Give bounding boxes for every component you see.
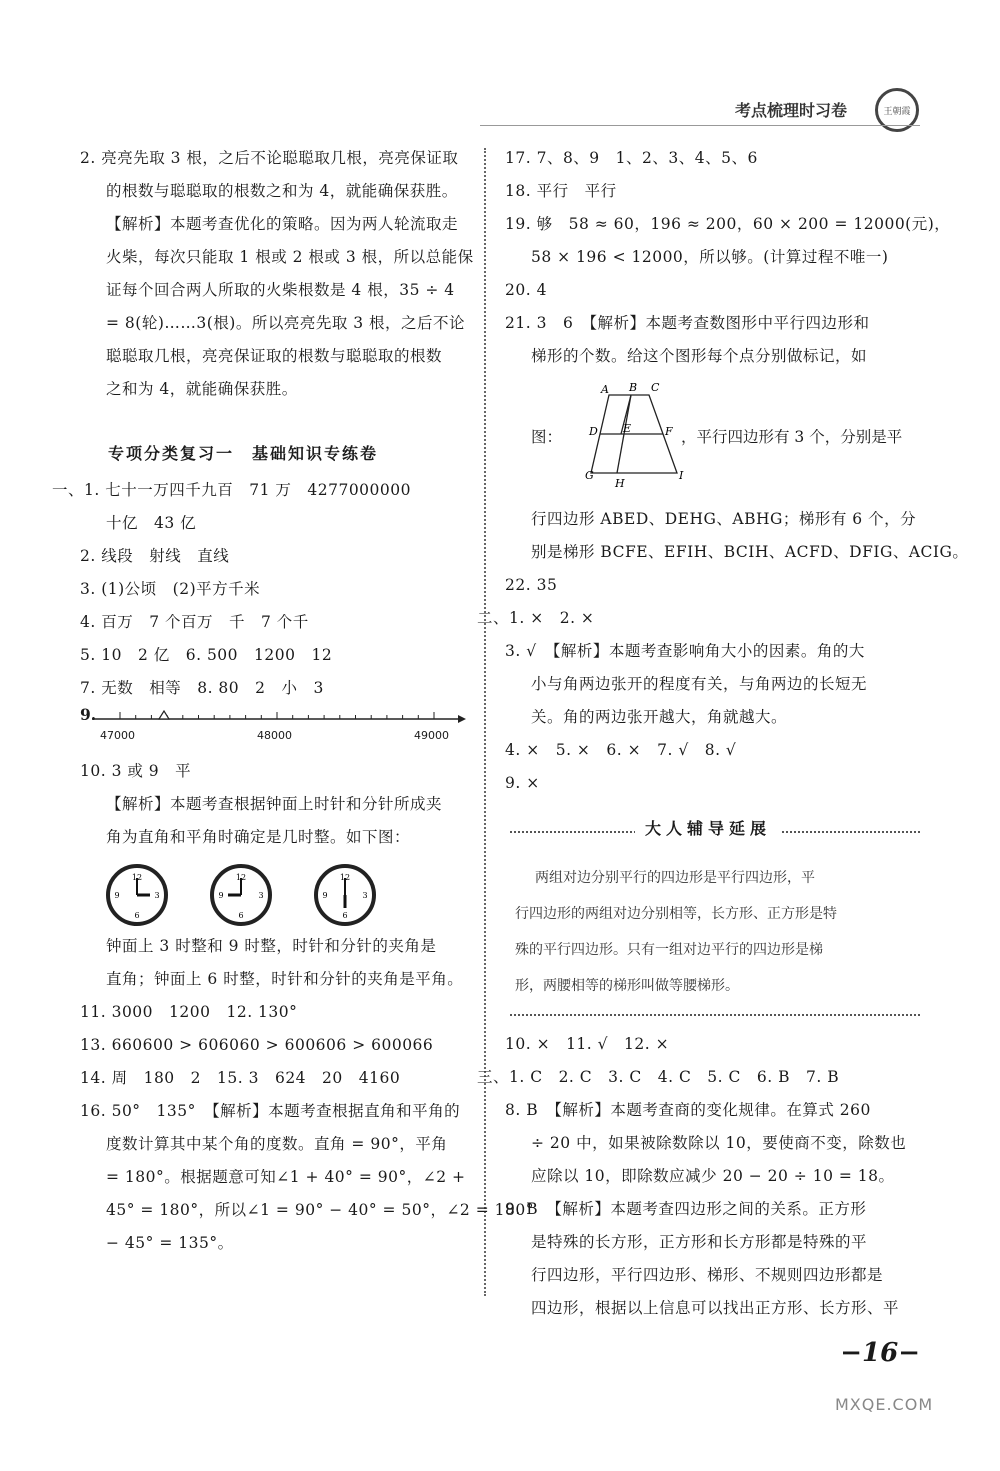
- answer-line: 2. 亮亮先取 3 根，之后不论聪聪取几根，亮亮保证取: [80, 149, 459, 167]
- answer-line: 22. 35: [505, 576, 558, 594]
- answer-line: 行四边形，平行四边形、梯形、不规则四边形都是: [531, 1266, 884, 1284]
- answer-line: 3. √ 【解析】本题考查影响角大小的因素。角的大: [505, 642, 865, 660]
- svg-text:9: 9: [322, 891, 328, 900]
- answer-line: − 45° = 135°。: [106, 1234, 234, 1252]
- answer-line: 别是梯形 BCFE、EFIH、BCIH、ACFD、DFIG、ACIG。: [531, 543, 969, 561]
- answer-line: 十亿 43 亿: [106, 514, 197, 532]
- answer-line: 聪聪取几根，亮亮保证取的根数与聪聪取的根数: [106, 347, 443, 365]
- answer-line: 角为直角和平角时确定是几时整。如下图：: [106, 828, 411, 846]
- watermark: MXQE.COM: [835, 1395, 934, 1414]
- svg-text:D: D: [589, 425, 598, 438]
- tick-label: 48000: [257, 729, 292, 742]
- answer-line: 10. 3 或 9 平: [80, 762, 192, 780]
- clock-face: [214, 868, 268, 922]
- svg-text:E: E: [623, 422, 632, 435]
- answer-line: 17. 7、8、9 1、2、3、4、5、6: [505, 149, 758, 167]
- svg-text:12: 12: [235, 873, 247, 882]
- note-line: 形，两腰相等的梯形叫做等腰梯形。: [515, 978, 739, 994]
- answer-line: 11. 3000 1200 12. 130°: [80, 1003, 298, 1021]
- svg-text:G: G: [585, 469, 594, 482]
- clock-9-oclock: [210, 864, 272, 926]
- clock-3-oclock: [106, 864, 168, 926]
- clock-face: [318, 868, 372, 922]
- page-number: −16−: [840, 1338, 920, 1368]
- note-line: 两组对边分别平行的四边形是平行四边形，平: [535, 870, 815, 886]
- svg-text:6: 6: [342, 911, 348, 920]
- answer-line: 四边形，根据以上信息可以找出正方形、长方形、平: [531, 1299, 900, 1317]
- answer-line: 8. B 【解析】本题考查商的变化规律。在算式 260: [505, 1101, 871, 1119]
- svg-text:3: 3: [154, 891, 160, 900]
- answer-line: 三、1. C 2. C 3. C 4. C 5. C 6. B 7. B: [477, 1068, 840, 1086]
- clock-6-oclock: [314, 864, 376, 926]
- answer-line: 之和为 4，就能确保获胜。: [106, 380, 298, 398]
- answer-line: 9. ×: [505, 774, 540, 792]
- note-line: 行四边形的两组对边分别相等，长方形、正方形是特: [515, 906, 837, 922]
- answer-line: 21. 3 6 【解析】本题考查数图形中平行四边形和: [505, 314, 870, 332]
- answer-line: 5. 10 2 亿 6. 500 1200 12: [80, 646, 333, 664]
- answer-line: 小与角两边张开的程度有关，与角两边的长短无: [531, 675, 868, 693]
- svg-text:6: 6: [134, 911, 140, 920]
- svg-text:12: 12: [131, 873, 143, 882]
- answer-line: 行四边形 ABED、DEHG、ABHG；梯形有 6 个，分: [531, 510, 917, 528]
- answer-line: 火柴，每次只能取 1 根或 2 根或 3 根，所以总能保: [106, 248, 474, 266]
- answer-line: 16. 50° 135° 【解析】本题考查根据直角和平角的: [80, 1102, 461, 1120]
- answer-line: 【解析】本题考查根据钟面上时针和分针所成夹: [106, 795, 443, 813]
- answer-line: 20. 4: [505, 281, 547, 299]
- svg-text:C: C: [651, 381, 660, 394]
- trapezoid-figure: [505, 373, 925, 503]
- svg-text:H: H: [615, 477, 625, 490]
- column-divider: [484, 148, 486, 1296]
- header-title: 考点梳理时习卷: [735, 101, 848, 120]
- right-column: [477, 142, 969, 1325]
- svg-text:6: 6: [238, 911, 244, 920]
- answer-line: 4. × 5. × 6. × 7. √ 8. √: [505, 741, 737, 759]
- parent-guide-note: [505, 860, 925, 1004]
- answer-line: 58 × 196 < 12000，所以够。(计算过程不唯一): [531, 248, 889, 266]
- clock-figures: [80, 864, 475, 926]
- answer-line: = 8(轮)……3(根)。所以亮亮先取 3 根，之后不论: [106, 314, 466, 332]
- tick-label: 47000: [100, 729, 135, 742]
- answer-line: 度数计算其中某个角的度数。直角 = 90°，平角: [106, 1135, 448, 1153]
- answer-line: 45° = 180°，所以∠1 = 90° − 40° = 50°，∠2 = 180°: [106, 1201, 534, 1219]
- answer-line: 18. 平行 平行: [505, 182, 617, 200]
- answer-line: 13. 660600 > 606060 > 600606 > 600066: [80, 1036, 434, 1054]
- note-bottom-rule: [510, 1014, 920, 1016]
- svg-text:3: 3: [258, 891, 264, 900]
- brand-logo: 王朝霞: [875, 88, 919, 132]
- clock-face: [110, 868, 164, 922]
- number-line-label: 9.: [80, 705, 97, 724]
- answer-line: 一、1. 七十一万四千九百 71 万 4277000000: [52, 481, 411, 499]
- figure-prefix: 图：: [531, 428, 563, 446]
- answer-line: 2. 线段 射线 直线: [80, 547, 230, 565]
- answer-line: 二、1. × 2. ×: [477, 609, 595, 627]
- section-title: 专项分类复习一 基础知识专练卷: [108, 444, 379, 463]
- svg-text:I: I: [679, 469, 684, 482]
- answer-line: 7. 无数 相等 8. 80 2 小 3: [80, 679, 324, 697]
- answer-line: 4. 百万 7 个百万 千 7 个千: [80, 613, 309, 631]
- header-rule: [480, 125, 920, 126]
- answer-line: 直角；钟面上 6 时整，时针和分针的夹角是平角。: [106, 970, 464, 988]
- svg-text:3: 3: [362, 891, 368, 900]
- answer-line: 梯形的个数。给这个图形每个点分别做标记，如: [531, 347, 868, 365]
- answer-line: 应除以 10，即除数应减少 20 − 20 ÷ 10 = 18。: [531, 1167, 895, 1185]
- answer-line: 是特殊的长方形，正方形和长方形都是特殊的平: [531, 1233, 868, 1251]
- answer-line: 的根数与聪聪取的根数之和为 4，就能确保获胜。: [106, 182, 458, 200]
- answer-line: 【解析】本题考查优化的策略。因为两人轮流取走: [106, 215, 459, 233]
- parent-guide-banner: [505, 810, 925, 854]
- answer-line: 证每个回合两人所取的火柴根数是 4 根，35 ÷ 4: [106, 281, 455, 299]
- figure-suffix: ，平行四边形有 3 个，分别是平: [681, 428, 903, 446]
- svg-text:12: 12: [339, 873, 351, 882]
- svg-text:9: 9: [218, 891, 224, 900]
- answer-line: 关。角的两边张开越大，角就越大。: [531, 708, 788, 726]
- answer-line: ÷ 20 中，如果被除数除以 10，要使商不变，除数也: [531, 1134, 907, 1152]
- svg-text:F: F: [665, 425, 673, 438]
- answer-line: 3. (1)公顷 (2)平方千米: [80, 580, 261, 598]
- answer-line: 9. B 【解析】本题考查四边形之间的关系。正方形: [505, 1200, 867, 1218]
- banner-title: 大人辅导延展: [635, 816, 781, 839]
- answer-line: = 180°。根据题意可知∠1 + 40° = 90°，∠2 +: [106, 1168, 466, 1186]
- tick-label: 49000: [414, 729, 449, 742]
- answer-line: 14. 周 180 2 15. 3 624 20 4160: [80, 1069, 401, 1087]
- number-line: [80, 705, 475, 755]
- answer-line: 19. 够 58 ≈ 60，196 ≈ 200，60 × 200 = 12000(元)，: [505, 215, 951, 233]
- svg-text:A: A: [601, 383, 609, 396]
- answer-line: 10. × 11. √ 12. ×: [505, 1035, 670, 1053]
- svg-text:9: 9: [114, 891, 120, 900]
- svg-text:B: B: [629, 381, 638, 394]
- note-line: 殊的平行四边形。只有一组对边平行的四边形是梯: [515, 942, 823, 958]
- answer-line: 钟面上 3 时整和 9 时整，时针和分针的夹角是: [106, 937, 437, 955]
